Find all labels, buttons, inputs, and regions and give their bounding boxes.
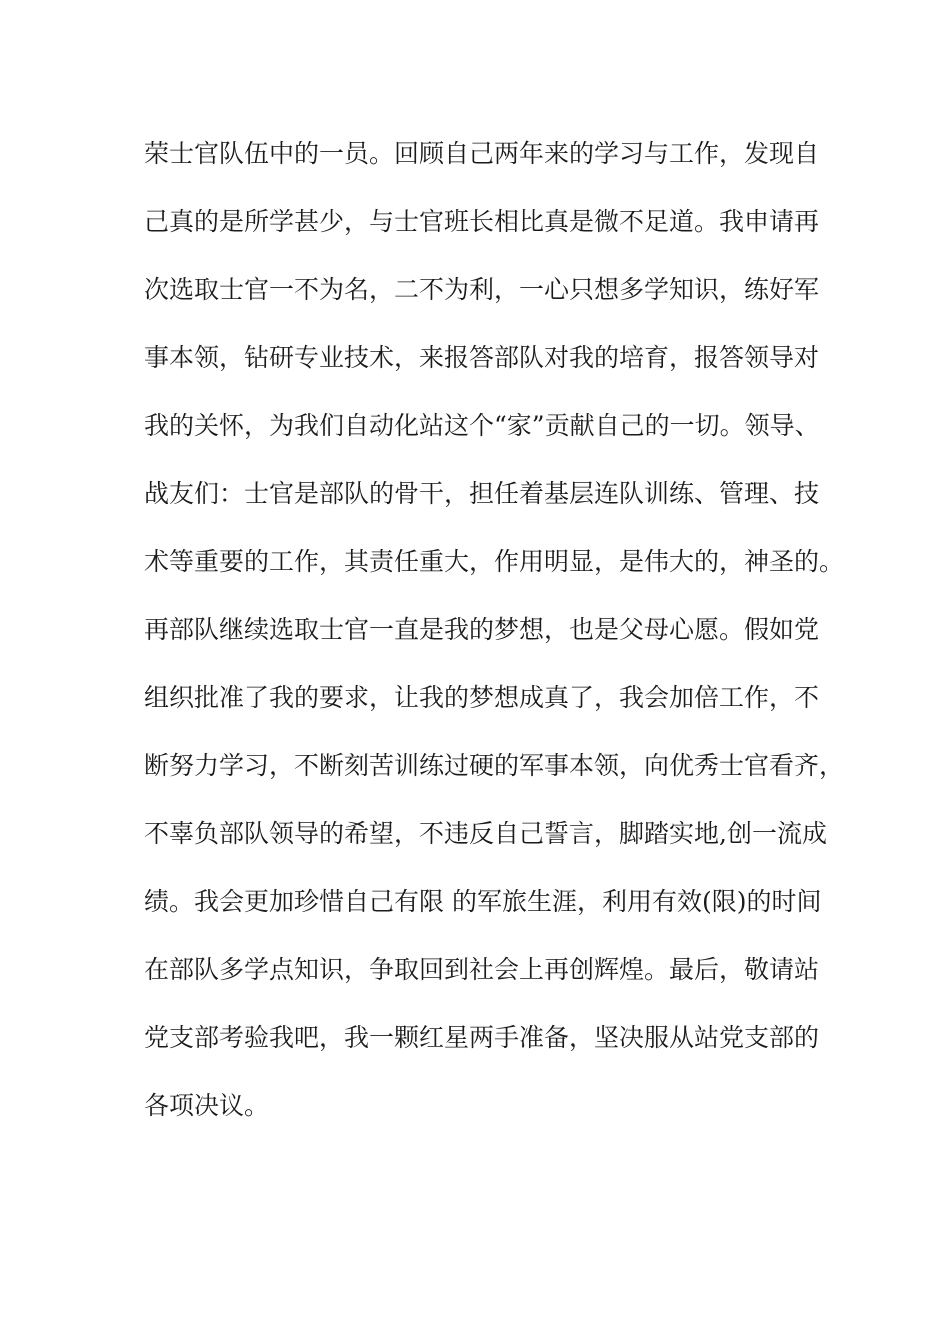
text-line: 荣士官队伍中的一员。回顾自己两年来的学习与工作，发现自 bbox=[144, 139, 820, 168]
text-line: 术等重要的工作，其责任重大，作用明显，是伟大的，神圣的。 bbox=[144, 547, 845, 576]
text-line: 再部队继续选取士官一直是我的梦想，也是父母心愿。假如党 bbox=[144, 615, 820, 644]
text-line: 各项决议。 bbox=[144, 1091, 270, 1120]
text-line: 组织批准了我的要求，让我的梦想成真了，我会加倍工作，不 bbox=[144, 683, 820, 712]
text-line: 党支部考验我吧，我一颗红星两手准备，坚决服从站党支部的 bbox=[144, 1023, 820, 1052]
text-line: 在部队多学点知识，争取回到社会上再创辉煌。最后，敬请站 bbox=[144, 955, 820, 984]
text-line: 战友们：士官是部队的骨干，担任着基层连队训练、管理、技 bbox=[144, 479, 820, 508]
text-line: 己真的是所学甚少，与士官班长相比真是微不足道。我申请再 bbox=[144, 207, 820, 236]
text-line: 次选取士官一不为名，二不为利，一心只想多学知识，练好军 bbox=[144, 275, 820, 304]
text-line: 事本领，钻研专业技术，来报答部队对我的培育，报答领导对 bbox=[144, 343, 820, 372]
text-line: 断努力学习，不断刻苦训练过硬的军事本领，向优秀士官看齐， bbox=[144, 751, 845, 780]
text-line: 不辜负部队领导的希望，不违反自己誓言，脚踏实地,创一流成 bbox=[144, 819, 827, 848]
text-line: 我的关怀，为我们自动化站这个“家”贡献自己的一切。领导、 bbox=[144, 411, 820, 440]
text-line: 绩。我会更加珍惜自己有限 的军旅生涯，利用有效(限)的时间 bbox=[144, 887, 822, 916]
body-text bbox=[144, 133, 845, 1153]
